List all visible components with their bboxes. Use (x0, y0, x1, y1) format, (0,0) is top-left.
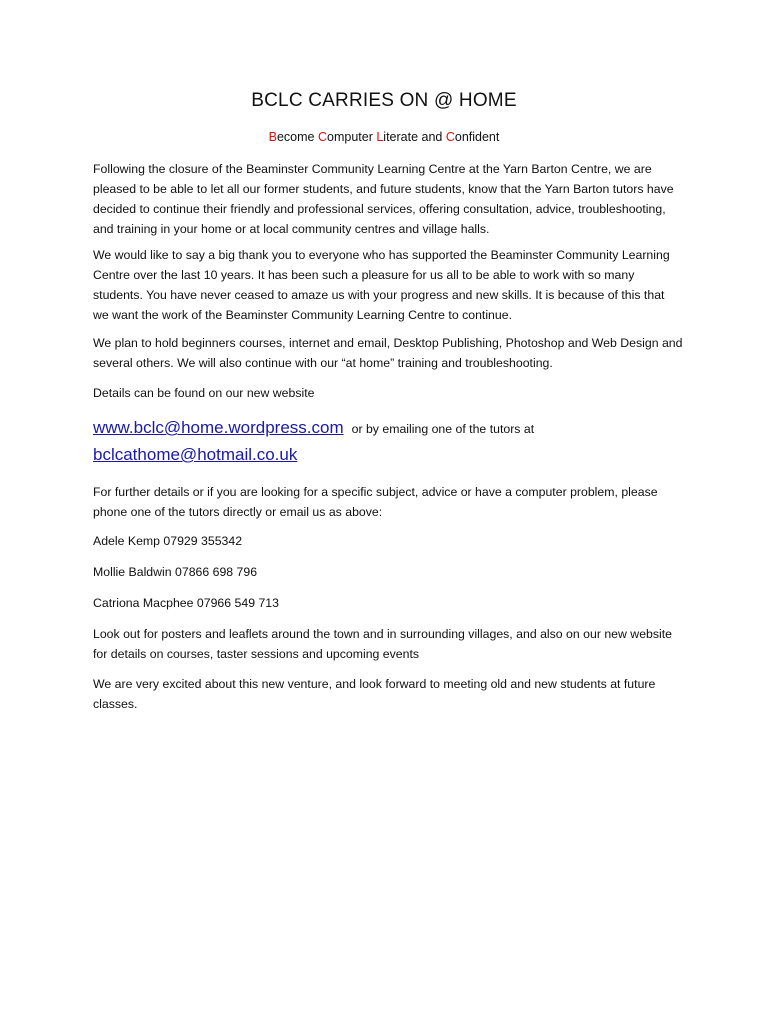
tagline-initial-l: L (376, 130, 384, 144)
paragraph-posters: Look out for posters and leaflets around the town and in surrounding villages, and also on our new website for details on courses, taster sessions and upcoming events (93, 627, 673, 661)
tagline-initial-c: C (317, 130, 327, 144)
page-title: BCLC CARRIES ON @ HOME (251, 90, 517, 111)
website-line (93, 416, 693, 441)
email-line (93, 443, 693, 468)
website-link[interactable]: www.bclc@home.wordpress.com (93, 418, 344, 437)
tagline-word-iterate: iterate and (383, 130, 446, 144)
contact-catriona: Catriona Macphee 07966 549 713 (93, 596, 279, 610)
contact-adele: Adele Kemp 07929 355342 (93, 534, 243, 548)
paragraph-closure: Following the closure of the Beaminster Community Learning Centre at the Yarn Barton Centre, we are pleased to be able to let all our former students, and future students, know that the Yarn Barton tutors have decided to continue their friendly and professional services, offering consultation, advice, troubleshooting, and training in your home or at local community centres and village halls. (93, 162, 674, 236)
paragraph-further-details: For further details or if you are looking for a specific subject, advice or have a computer problem, please phone one of the tutors directly or email us as above: (93, 485, 658, 519)
email-link[interactable]: bclcathome@hotmail.co.uk (93, 445, 298, 464)
tagline-word-omputer: omputer (327, 130, 377, 144)
paragraph-details: Details can be found on our new website (93, 386, 315, 400)
contact-mollie: Mollie Baldwin 07866 698 796 (93, 565, 258, 579)
email-intro-text: or by emailing one of the tutors at (351, 422, 535, 436)
tagline (0, 130, 768, 144)
tagline-initial-b: B (268, 130, 277, 144)
paragraph-excited: We are very excited about this new venture, and look forward to meeting old and new students at future classes. (93, 677, 656, 711)
tagline-initial-c2: C (445, 130, 455, 144)
tagline-word-onfident: onfident (454, 130, 500, 144)
paragraph-thanks: We would like to say a big thank you to everyone who has supported the Beaminster Community Learning Centre over the last 10 years. It has been such a pleasure for us all to be able to work with so many students. You have never ceased to amaze us with your progress and new skills. It is because of this that we want the work of the Beaminster Community Learning Centre to continue. (93, 248, 670, 322)
tagline-word-ecome: ecome (276, 130, 318, 144)
paragraph-courses: We plan to hold beginners courses, internet and email, Desktop Publishing, Photoshop and Web Design and several others. We will also continue with our “at home” training and troubleshooting. (93, 336, 683, 370)
